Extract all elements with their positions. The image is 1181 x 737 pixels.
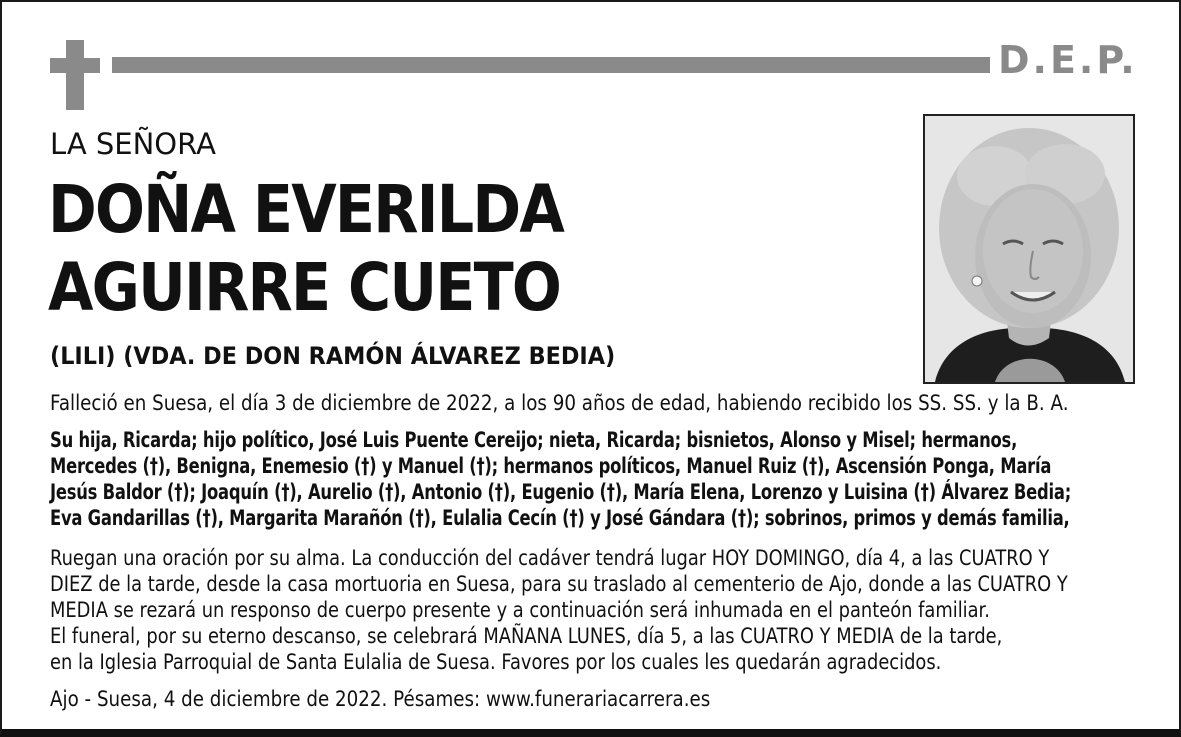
ceremony-line: Ruegan una oración por su alma. La conducción del cadáver tendrá lugar HOY DOMINGO, día 4, a las CUATRO Y [50, 546, 1050, 570]
family-line: Su hija, Ricarda; hijo político, José Luis Puente Cereijo; nieta, Ricarda; bisnietos, Alonso y Misel; hermanos, [50, 428, 1018, 452]
dep-label: D.E.P. [998, 38, 1138, 82]
ceremony-line: en la Iglesia Parroquial de Santa Eulalia de Suesa. Favores por los cuales les quedarán agradecidos. [50, 650, 942, 674]
death-announcement [50, 390, 1160, 416]
family-line: Mercedes (†), Benigna, Enemesio (†) y Manuel (†); hermanos políticos, Manuel Ruiz (†), Ascensión Ponga, María [50, 454, 1052, 478]
death-line: Falleció en Suesa, el día 3 de diciembre de 2022, a los 90 años de edad, habiendo recibido los SS. SS. y la B. A. [50, 391, 1069, 415]
footer-line [50, 686, 1160, 712]
header-rule [112, 57, 990, 73]
place-date-and-website: Ajo - Suesa, 4 de diciembre de 2022. Pésames: www.funerariacarrera.es [50, 687, 711, 711]
ceremony-line: MEDIA se rezará un responso de cuerpo presente y a continuación será inhumada en el panteón familiar. [50, 598, 990, 622]
cross-icon-arm [50, 58, 100, 73]
family-line: Eva Gandarillas (†), Margarita Marañón (†), Eulalia Cecín (†) y José Gándara (†); sobrinos, primos y demás familia, [50, 506, 1070, 530]
deceased-name-line2: AGUIRRE CUETO [48, 249, 561, 326]
cross-icon [66, 40, 84, 110]
deceased-name-line1: DOÑA EVERILDA [48, 171, 564, 248]
deceased-alias: (LILI) (VDA. DE DON RAMÓN ÁLVAREZ BEDIA) [50, 342, 616, 370]
family-list [50, 427, 1160, 531]
ceremony-line: El funeral, por su eterno descanso, se celebrará MAÑANA LUNES, día 5, a las CUATRO Y MEDIA de la tarde, [50, 624, 1003, 648]
portrait-photo [923, 114, 1135, 384]
family-line: Jesús Baldor (†); Joaquín (†), Aurelio (†), Antonio (†), Eugenio (†), María Elena, Lorenzo y Luisina (†) Álvarez Bedia; [50, 480, 1072, 504]
ceremony-line: DIEZ de la tarde, desde la casa mortuoria en Suesa, para su traslado al cementerio de Ajo, donde a las CUATRO Y [50, 572, 1068, 596]
honorific: LA SEÑORA [50, 127, 216, 161]
ceremony-details [50, 545, 1160, 675]
